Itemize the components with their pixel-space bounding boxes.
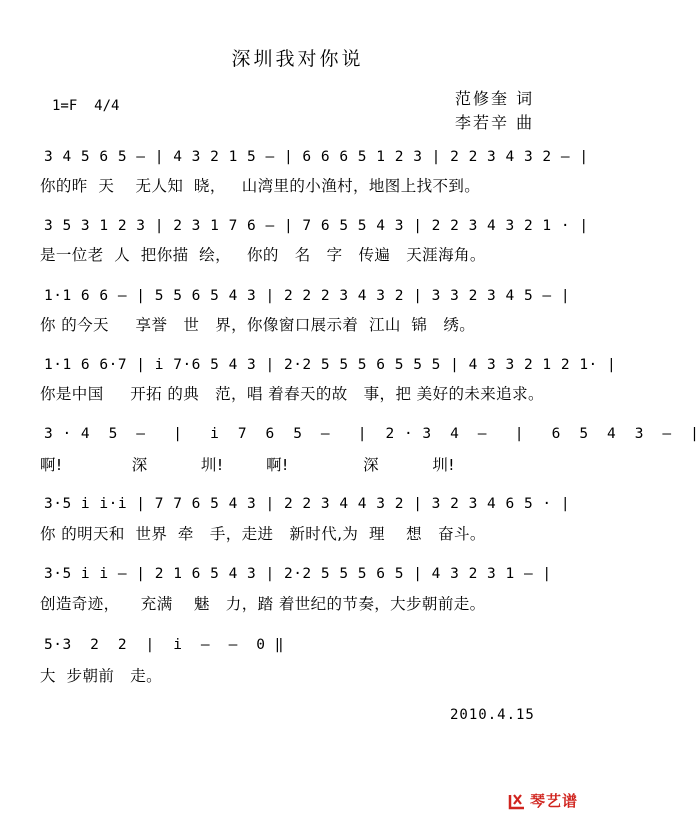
- lyric-row-2: 是一位老 人 把你描 绘， 你的 名 字 传遍 天涯海角。: [40, 246, 486, 264]
- composition-date: 2010.4.15: [450, 707, 535, 723]
- watermark-text: 琴艺谱: [530, 792, 579, 810]
- notation-row-4: 1·1 6 6·7 | i 7·6 5 4 3 | 2·2 5 5 5 6 5 5 5 | 4 3 3 2 1 2 1· |: [44, 357, 617, 373]
- lyricist-credit: 范修奎 词: [455, 89, 535, 108]
- watermark-logo-icon: [508, 792, 526, 810]
- key-signature: 1=F 4/4: [52, 98, 120, 114]
- notation-row-3: 1·1 6 6 — | 5 5 6 5 4 3 | 2 2 2 3 4 3 2 | 3 3 2 3 4 5 — |: [44, 288, 571, 304]
- notation-row-8: 5·3 2 2 | i — — 0 ‖: [44, 637, 284, 653]
- watermark: [508, 790, 578, 811]
- notation-row-5: 3 · 4 5 — | i 7 6 5 — | 2 · 3 4 — | 6 5 4 3 — |: [44, 426, 699, 442]
- lyric-row-3: 你 的今天 享誉 世 界，你像窗口展示着 江山 锦 绣。: [40, 316, 476, 334]
- notation-row-7: 3·5 i i — | 2 1 6 5 4 3 | 2·2 5 5 5 6 5 | 4 3 2 3 1 — |: [44, 566, 552, 582]
- lyric-row-4: 你是中国 开拓 的典 范，唱 着春天的故 事，把 美好的未来追求。: [40, 385, 544, 403]
- notation-row-6: 3·5 i i·i | 7 7 6 5 4 3 | 2 2 3 4 4 3 2 | 3 2 3 4 6 5 · |: [44, 496, 571, 512]
- score-title: 深圳我对你说: [231, 48, 364, 70]
- lyric-row-8: 大 步朝前 走。: [40, 667, 163, 685]
- lyric-row-5: 啊! 深 圳! 啊! 深 圳!: [40, 456, 455, 474]
- notation-row-1: 3 4 5 6 5 — | 4 3 2 1 5 — | 6 6 6 5 1 2 3 | 2 2 3 4 3 2 — |: [44, 149, 589, 165]
- lyric-row-6: 你 的明天和 世界 牵 手，走进 新时代,为 理 想 奋斗。: [40, 525, 486, 543]
- notation-row-2: 3 5 3 1 2 3 | 2 3 1 7 6 — | 7 6 5 5 4 3 | 2 2 3 4 3 2 1 · |: [44, 218, 589, 234]
- lyric-row-7: 创造奇迹， 充满 魅 力，踏 着世纪的节奏，大步朝前走。: [40, 595, 486, 613]
- composer-credit: 李若辛 曲: [455, 113, 535, 132]
- lyric-row-1: 你的昨 天 无人知 晓， 山湾里的小渔村，地图上找不到。: [40, 177, 481, 195]
